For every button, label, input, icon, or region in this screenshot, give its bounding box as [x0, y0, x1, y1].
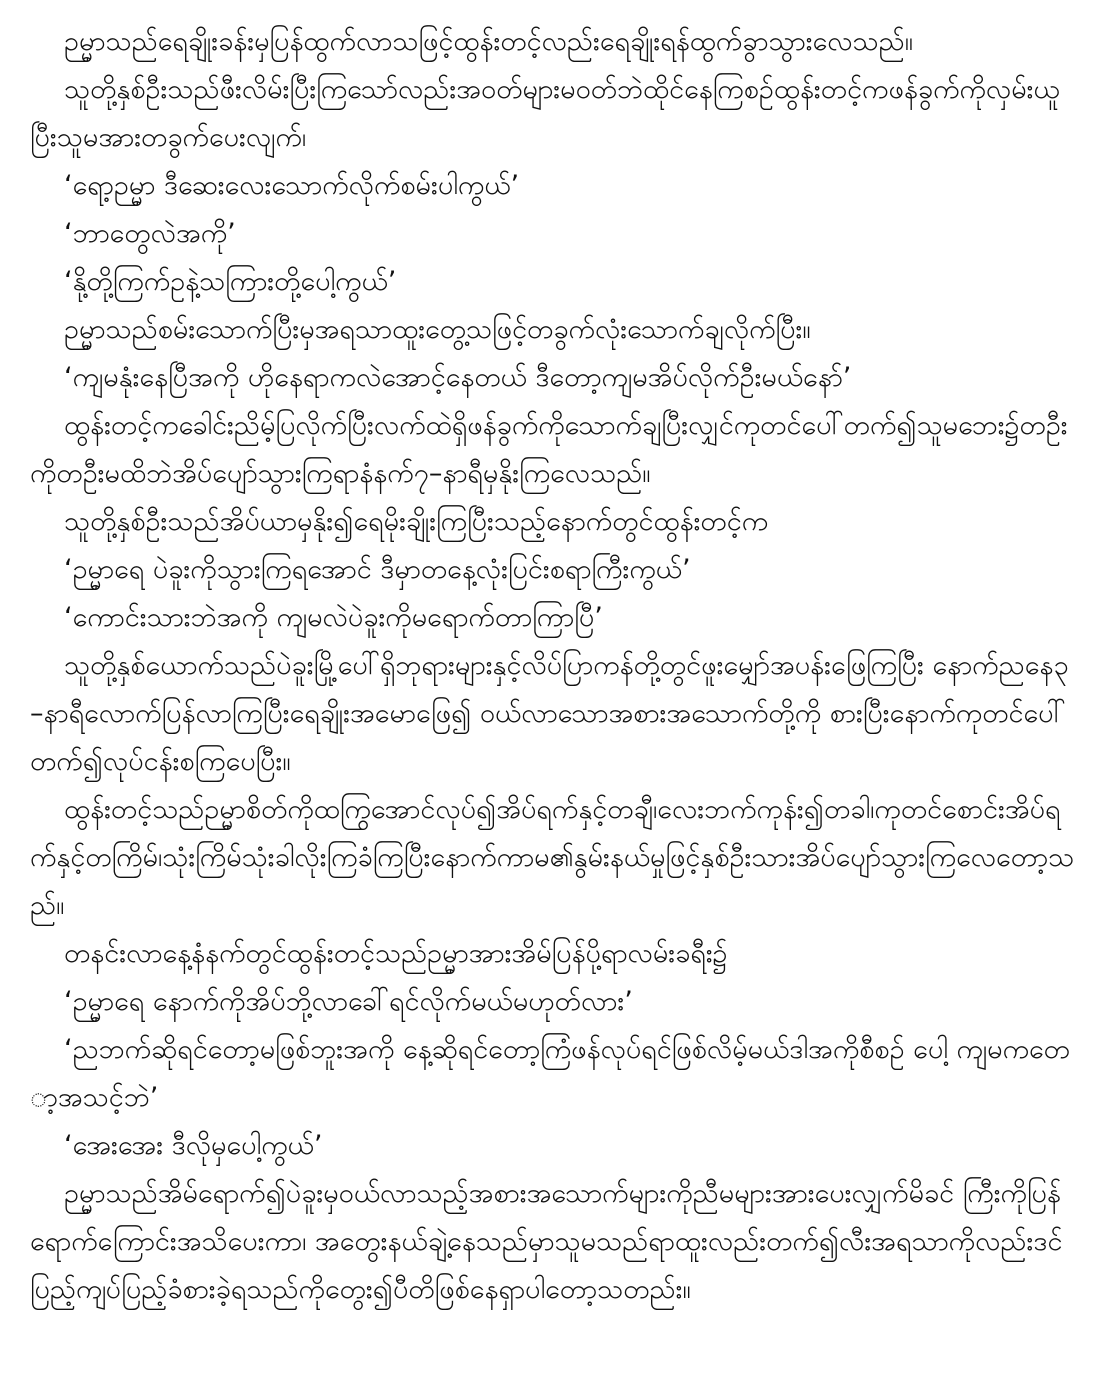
paragraph: သူတို့နှစ်ဦးသည်ဖီးလိမ်းပြီးကြသော်လည်းအဝတ်များမဝတ်ဘဲထိုင်နေကြစဉ်ထွန်းတင့်ကဖန်ခွက်ကိုလှမ်းယူပြီးသူမအားတခွက်ပေးလျက်၊	[30, 74, 1060, 153]
paragraph: ထွန်းတင့်သည်ဉမ္မာစိတ်ကိုထကြွအောင်လုပ်၍အိပ်ရက်နှင့်တချီ၊လေးဘက်ကုန်း၍တခါ၊ကုတင်စောင်းအိပ်ရက်နှင့်တကြိမ်၊သုံးကြိမ်သုံးခါလိုးကြခံကြပြီးနောက်ကာမ၏နွမ်းနယ်မှုဖြင့်နှစ်ဦးသားအိပ်ပျော်သွားကြလေတော့သည်။	[30, 794, 1075, 921]
dialogue-line: ‘ရော့ဉမ္မာ ဒီဆေးလေးသောက်လိုက်စမ်းပါကွယ်’	[64, 170, 520, 201]
dialogue-line: ‘ဘာတွေလဲအကို’	[64, 218, 236, 249]
paragraph: ဉမ္မာသည်အိမ်ရောက်၍ပဲခူးမှဝယ်လာသည့်အစားအသောက်များကိုညီမများအားပေးလျှက်မိခင် ကြီးကိုပြန်ရောက်ကြောင်းအသိပေးကာ၊ အတွေးနယ်ချဲ့နေသည်မှာသူမသည်ရာထူးလည်းတက်၍လီးအရသာကိုလည်းဒင်ပြည့်ကျပ်ပြည့်ခံစားခဲ့ရသည်ကိုတွေး၍ပီတိဖြစ်နေရှာပါတော့သတည်း။	[30, 1178, 1063, 1305]
paragraph: ဉမ္မာသည်ရေချိုးခန်းမှပြန်ထွက်လာသဖြင့်ထွန်းတင့်လည်းရေချိုးရန်ထွက်ခွာသွားလေသည်။	[64, 26, 913, 57]
dialogue-line: ‘နို့တို့ကြက်ဥနဲ့သကြားတို့ပေါ့ကွယ်’	[64, 266, 397, 297]
paragraph: သူတို့နှစ်ဦးသည်အိပ်ယာမှနိုး၍ရေမိုးချိုးကြပြီးသည့်နောက်တွင်ထွန်းတင့်က	[64, 506, 769, 537]
dialogue-line: ‘ဉမ္မာရေ နောက်ကိုအိပ်ဘို့လာခေါ်ရင်လိုက်မယ်မဟုတ်လား’	[64, 986, 633, 1017]
paragraph: သူတို့နှစ်ယောက်သည်ပဲခူးမြို့ပေါ်ရှိဘုရားများနှင့်လိပ်ပြာကန်တို့တွင်ဖူးမျှော်အပန်းဖြေကြပြီး နောက်ညနေ၃–နာရီလောက်ပြန်လာကြပြီးရေချိုးအမောဖြေ၍ ဝယ်လာသောအစားအသောက်တို့ကို စားပြီးနောက်ကုတင်ပေါ်တက်၍လုပ်ငန်းစကြပေပြီး။	[30, 650, 1069, 777]
paragraph: ထွန်းတင့်ကခေါင်းညိမ့်ပြလိုက်ပြီးလက်ထဲရှိဖန်ခွက်ကိုသောက်ချပြီးလျှင်ကုတင်ပေါ်တက်၍သူမဘေး၌တဦးကိုတဦးမထိဘဲအိပ်ပျော်သွားကြရာနံနက်၇–နာရီမှနိုးကြလေသည်။	[30, 410, 1068, 489]
paragraph: တနင်းလာနေ့နံနက်တွင်ထွန်းတင့်သည်ဉမ္မာအားအိမ်ပြန်ပို့ရာလမ်းခရီး၌	[64, 938, 728, 969]
dialogue-line: ‘အေးအေး ဒီလိုမှပေါ့ကွယ်’	[64, 1130, 323, 1161]
document-page	[30, 18, 1075, 1314]
dialogue-line: ‘ကျမနုံးနေပြီအကို ဟိုနေရာကလဲအောင့်နေတယ် ဒီတော့ကျမအိပ်လိုက်ဦးမယ်နော်’	[64, 362, 852, 393]
dialogue-line: ‘ဉမ္မာရေ ပဲခူးကိုသွားကြရအောင် ဒီမှာတနေ့လုံးပြင်းစရာကြီးကွယ်’	[64, 554, 691, 585]
dialogue-line: ‘ကောင်းသားဘဲအကို ကျမလဲပဲခူးကိုမရောက်တာကြာပြီ’	[64, 602, 603, 633]
paragraph: ဉမ္မာသည်စမ်းသောက်ပြီးမှအရသာထူးတွေ့သဖြင့်တခွက်လုံးသောက်ချလိုက်ပြီး။	[64, 314, 811, 345]
dialogue-line: ‘ညဘက်ဆိုရင်တော့မဖြစ်ဘူးအကို နေ့ဆိုရင်တော့ကြံဖန်လုပ်ရင်ဖြစ်လိမ့်မယ်ဒါအကိုစီစဉ် ပေါ့ ကျမကတော့အသင့်ဘဲ’	[30, 1034, 1070, 1113]
